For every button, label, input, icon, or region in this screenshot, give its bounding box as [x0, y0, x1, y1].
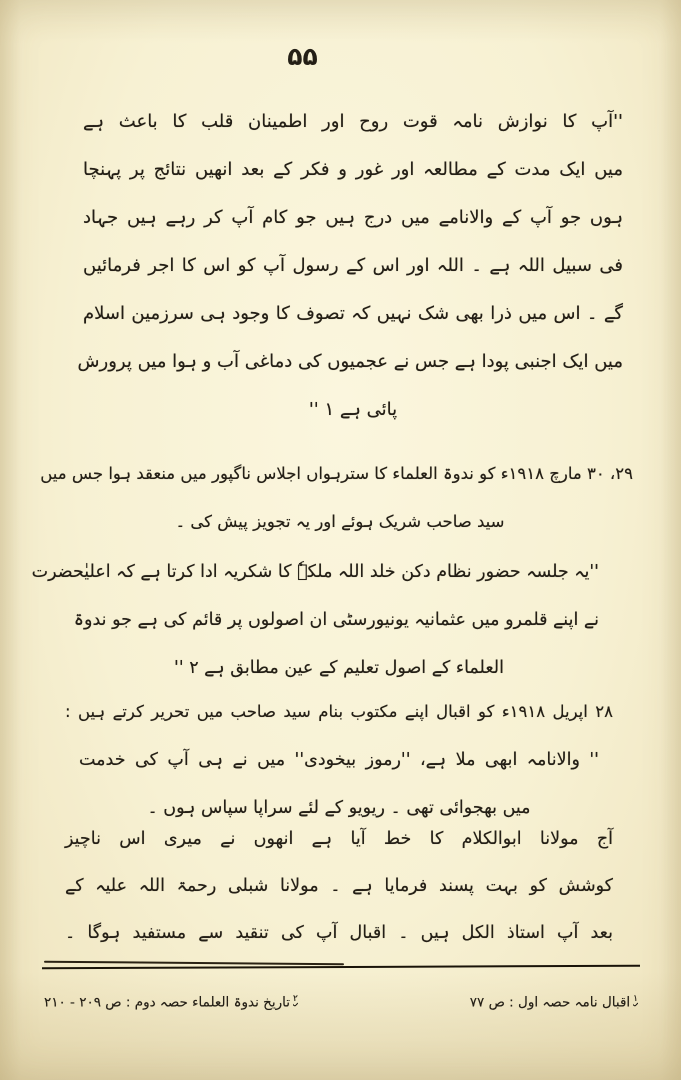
footnote-2 [44, 986, 298, 1016]
footnote-separator-rule-overstroke [44, 961, 344, 966]
urdu-text-line: سید صاحب شریک ہوئے اور یہ تجویز پیش کی ۔ [175, 512, 505, 531]
paragraph-narration-2 [65, 688, 613, 736]
page-number: ۵۵ [287, 42, 318, 71]
urdu-text-line-with-footnote-mark: پائی ہے ۱ '' [308, 399, 398, 420]
urdu-text-line: فی سبیل اللہ ہے ۔ اللہ اور اس کے رسول آپ کو اس کا اجر فرمائیں [83, 255, 623, 276]
urdu-text-line: ۲۸ اپریل ۱۹۱۸ء کو اقبال اپنے مکتوب بنام سید صاحب میں تحریر کرتے ہیں : [65, 702, 614, 721]
footnote-separator-rule [42, 965, 640, 970]
footnote-1-marker: ۱ [633, 994, 638, 1004]
urdu-text-line: ہوں جو آپ کے والانامے میں درج ہیں جو کام آپ کر رہے ہیں جہاد [83, 207, 623, 228]
footnote-1-text: اقبال نامہ حصہ اول : ص ۷۷ [469, 994, 631, 1011]
footnote-2-marker: ۲ [293, 994, 298, 1004]
urdu-text-line: گے ۔ اس میں ذرا بھی شک نہیں کہ تصوف کا وجود ہی سرزمین اسلام [83, 303, 623, 324]
urdu-text-line: ۲۹، ۳۰ مارچ ۱۹۱۸ء کو ندوۃ العلماء کا سترہواں اجلاس ناگپور میں منعقد ہوا جس میں [40, 464, 633, 483]
urdu-text-line: میں ایک اجنبی پودا ہے جس نے عجمیوں کی دماغی آب و ہوا میں پرورش [77, 351, 623, 372]
urdu-text-line-with-footnote-mark: العلماء کے اصول تعلیم کے عین مطابق ہے ۲ '' [174, 658, 504, 678]
urdu-text-line: ''یہ جلسہ حضور نظام دکن خلد اللہ ملکہٗ کا شکریہ ادا کرتا ہے کہ اعلیٰحضرت [31, 562, 599, 582]
footnotes-row [44, 986, 638, 1016]
urdu-text-line: بعد آپ استاذ الکل ہیں ۔ اقبال آپ کی تنقید سے مستفید ہوگا ۔ [65, 923, 613, 943]
urdu-text-line: نے اپنے قلمرو میں عثمانیہ یونیورسٹی ان اصولوں پر قائم کی ہے جو ندوۃ [73, 610, 599, 630]
urdu-text-line: آج مولانا ابوالکلام کا خط آیا ہے انھوں نے میری اس ناچیز [65, 829, 613, 849]
urdu-text-line: میں ایک مدت کے مطالعہ اور غور و فکر کے بعد انھیں نتائج پر پہنچا [83, 159, 623, 180]
urdu-text-line: '' والانامہ ابھی ملا ہے، ''رموز بیخودی'' میں نے ہی آپ کی خدمت [79, 750, 599, 770]
footnote-2-text: تاریخ ندوۃ العلماء حصہ دوم : ص ۲۰۹ - ۲۱۰ [44, 994, 291, 1011]
urdu-text-line: میں بھجوائی تھی ۔ ریویو کے لئے سراپا سپاس ہوں ۔ [147, 798, 531, 818]
footnote-1 [470, 986, 638, 1016]
urdu-text-line: ''آپ کا نوازش نامہ قوت روح اور اطمینان قلب کا باعث ہے [83, 111, 623, 132]
paragraph-letter-quote-1 [77, 98, 623, 434]
urdu-text-line: کوشش کو بہت پسند فرمایا ہے ۔ مولانا شبلی رحمۃ اللہ علیہ کے [65, 876, 613, 896]
paragraph-letter-quote-2-continued [65, 816, 613, 957]
paragraph-narration-1 [40, 450, 633, 546]
paragraph-resolution-quote [31, 548, 599, 692]
